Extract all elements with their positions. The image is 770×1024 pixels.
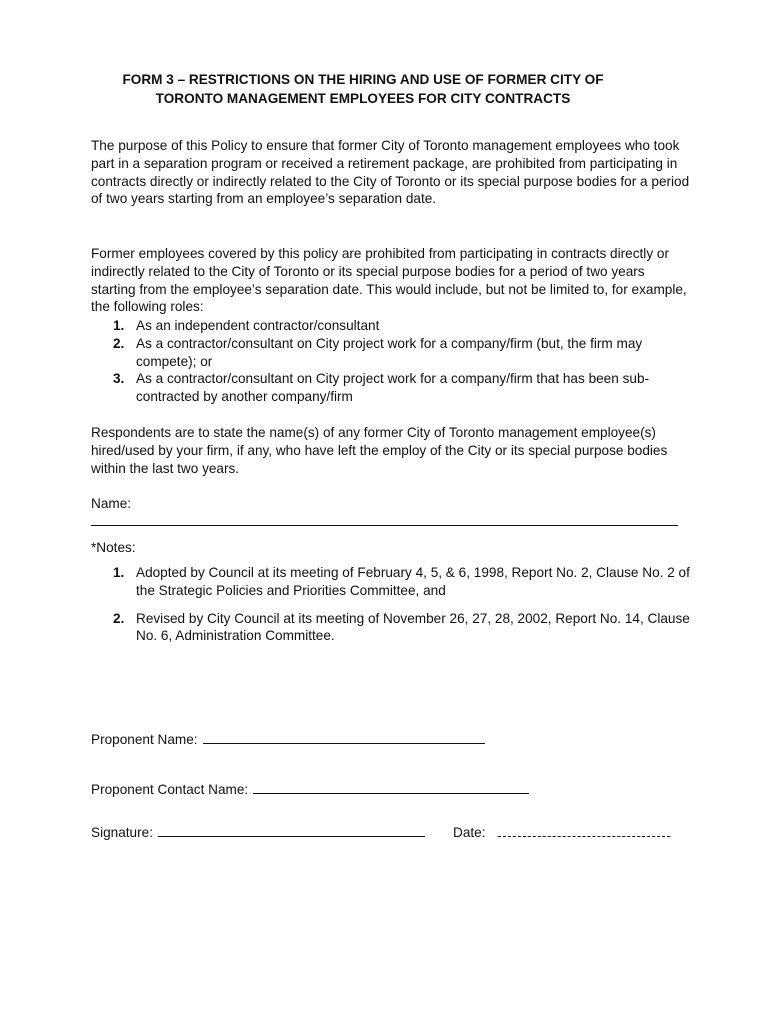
- list-item: [91, 317, 691, 335]
- name-input-line[interactable]: [91, 525, 678, 526]
- proponent-name-field: [91, 729, 485, 749]
- list-item-text: As a contractor/consultant on City project work for a company/firm that has been sub-contracted by another company/firm: [136, 371, 650, 405]
- proponent-name-label: Proponent Name:: [91, 732, 198, 747]
- name-label: Name:: [91, 496, 132, 511]
- list-item-number: 1.: [113, 565, 125, 580]
- covered-employees-paragraph: Former employees covered by this policy are prohibited from participating in contracts directly or indirectly related to the City of Toronto or its special purpose bodies for a period of two years starting from the employee’s separation date. This would include, but not be limited to, for example, the following roles:: [91, 246, 687, 315]
- form-title-line-2: TORONTO MANAGEMENT EMPLOYEES FOR CITY CONTRACTS: [155, 91, 571, 106]
- list-item-number: 1.: [113, 318, 125, 333]
- proponent-contact-input-line[interactable]: [253, 779, 529, 794]
- notes-heading: *Notes:: [91, 540, 136, 555]
- list-item-number: 2.: [113, 610, 125, 626]
- proponent-contact-field: [91, 779, 529, 799]
- proponent-contact-label: Proponent Contact Name:: [91, 782, 249, 797]
- list-item: [91, 335, 691, 371]
- list-item: [91, 564, 691, 600]
- list-item-text: Revised by City Council at its meeting of November 26, 27, 28, 2002, Report No. 14, Clause No. 6, Administration Committee.: [136, 610, 690, 644]
- respondents-paragraph: Respondents are to state the name(s) of any former City of Toronto management employee(s) hired/used by your firm, if any, who have left the employ of the City or its special purpose bodies within the last two years.: [91, 425, 668, 476]
- form-title-line-1: FORM 3 – RESTRICTIONS ON THE HIRING AND USE OF FORMER CITY OF: [122, 72, 604, 87]
- list-item-text: Adopted by Council at its meeting of February 4, 5, & 6, 1998, Report No. 2, Clause No. 2 of the Strategic Policies and Priorities Committee, and: [136, 565, 690, 598]
- list-item-text: As an independent contractor/consultant: [136, 318, 380, 333]
- list-item-text: As a contractor/consultant on City project work for a company/firm (but, the firm may compete); or: [136, 335, 643, 369]
- date-field: [453, 822, 670, 842]
- signature-label: Signature:: [91, 825, 153, 840]
- roles-list: [91, 317, 691, 406]
- signature-field: [91, 822, 425, 842]
- purpose-paragraph: The purpose of this Policy to ensure that former City of Toronto management employees who took part in a separation program or received a retirement package, are prohibited from participating in contracts directly or indirectly related to the City of Toronto or its special purpose bodies for a period of two years starting from an employee’s separation date.: [91, 138, 690, 207]
- form-title: [70, 70, 656, 108]
- date-label: Date:: [453, 825, 486, 840]
- list-item: [91, 610, 691, 646]
- signature-input-line[interactable]: [158, 822, 425, 837]
- list-item-number: 2.: [113, 335, 125, 351]
- list-item-number: 3.: [113, 371, 125, 387]
- notes-list: [91, 564, 691, 655]
- list-item: [91, 370, 691, 406]
- date-input-line[interactable]: [498, 822, 670, 837]
- proponent-name-input-line[interactable]: [203, 729, 485, 744]
